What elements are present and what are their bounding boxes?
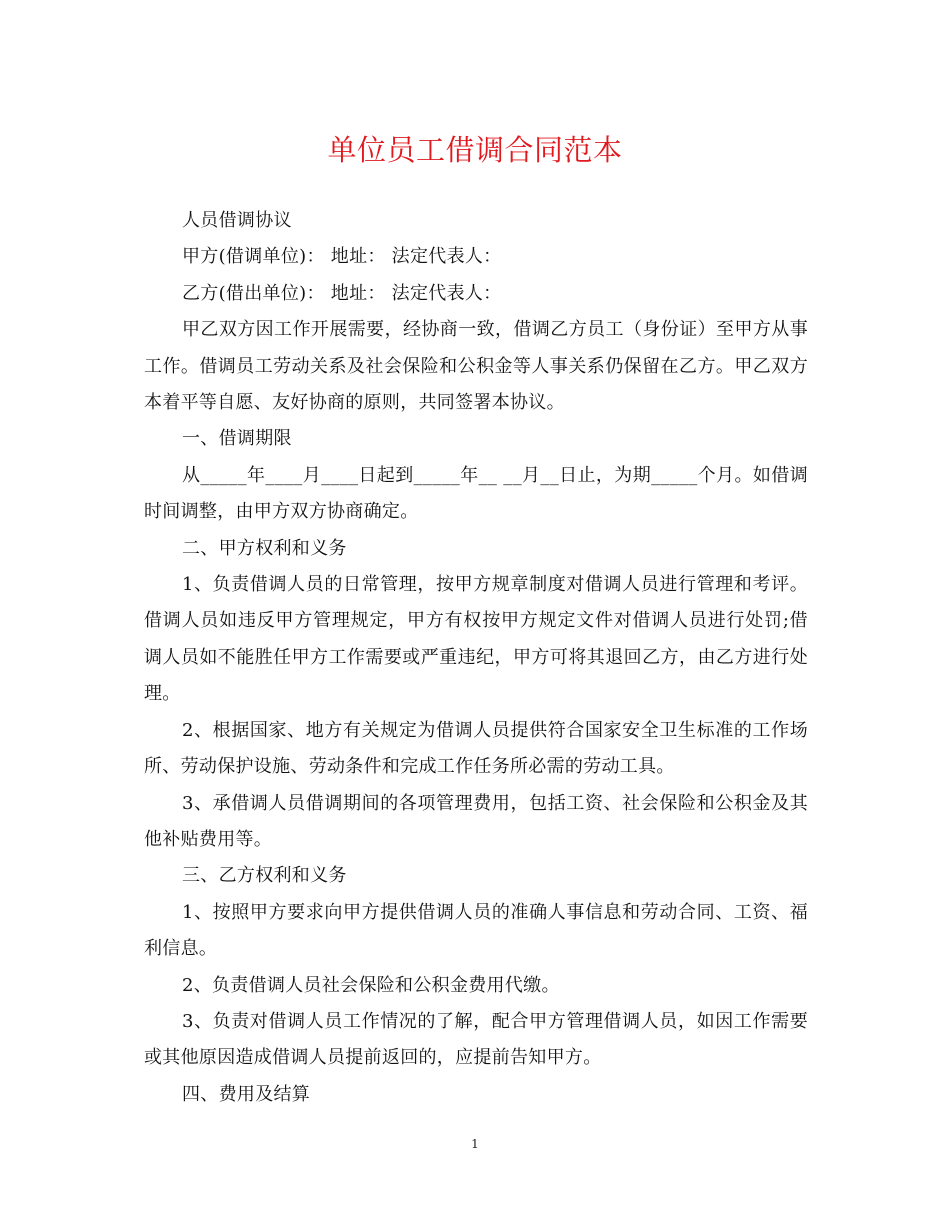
party-a-clause-3: 3、承借调人员借调期间的各项管理费用，包括工资、社会保险和公积金及其他补贴费用等。	[144, 792, 808, 850]
document-title: 单位员工借调合同范本	[327, 133, 623, 167]
party-a-line: 甲方(借调单位)： 地址： 法定代表人：	[182, 246, 502, 268]
party-b-line: 乙方(借出单位)： 地址： 法定代表人：	[182, 282, 502, 304]
section-heading-party-b: 三、乙方权利和义务	[182, 865, 347, 887]
party-b-clause-2: 2、负责借调人员社会保险和公积金费用代缴。	[182, 974, 560, 996]
section-heading-party-a: 二、甲方权利和义务	[182, 537, 347, 559]
agreement-heading: 人员借调协议	[182, 210, 292, 231]
page-number: 1	[471, 1137, 479, 1151]
section-heading-fees: 四、费用及结算	[182, 1083, 311, 1105]
party-b-clause-3: 3、负责对借调人员工作情况的了解，配合甲方管理借调人员，如因工作需要或其他原因造成借调人员提前返回的，应提前告知甲方。	[144, 1010, 808, 1069]
preamble-paragraph: 甲乙双方因工作开展需要，经协商一致，借调乙方员工（身份证）至甲方从事工作。借调员工劳动关系及社会保险和公积金等人事关系仍保留在乙方。甲乙双方本着平等自愿、友好协商的原则，共同签署本协议。	[144, 319, 808, 414]
section-heading-term: 一、借调期限	[182, 428, 292, 450]
term-paragraph: 从_____年____月____日起到_____年__ __月__日止，为期_____个月。如借调时间调整，由甲方双方协商确定。	[144, 464, 808, 523]
document-body	[144, 203, 808, 1113]
party-a-clause-1: 1、负责借调人员的日常管理，按甲方规章制度对借调人员进行管理和考评。借调人员如违反甲方管理规定，甲方有权按甲方规定文件对借调人员进行处罚;借调人员如不能胜任甲方工作需要或严重违纪，甲方可将其退回乙方，由乙方进行处理。	[144, 574, 808, 705]
party-a-clause-2: 2、根据国家、地方有关规定为借调人员提供符合国家安全卫生标准的工作场所、劳动保护设施、劳动条件和完成工作任务所必需的劳动工具。	[144, 719, 808, 778]
party-b-clause-1: 1、按照甲方要求向甲方提供借调人员的准确人事信息和劳动合同、工资、福利信息。	[144, 901, 808, 960]
